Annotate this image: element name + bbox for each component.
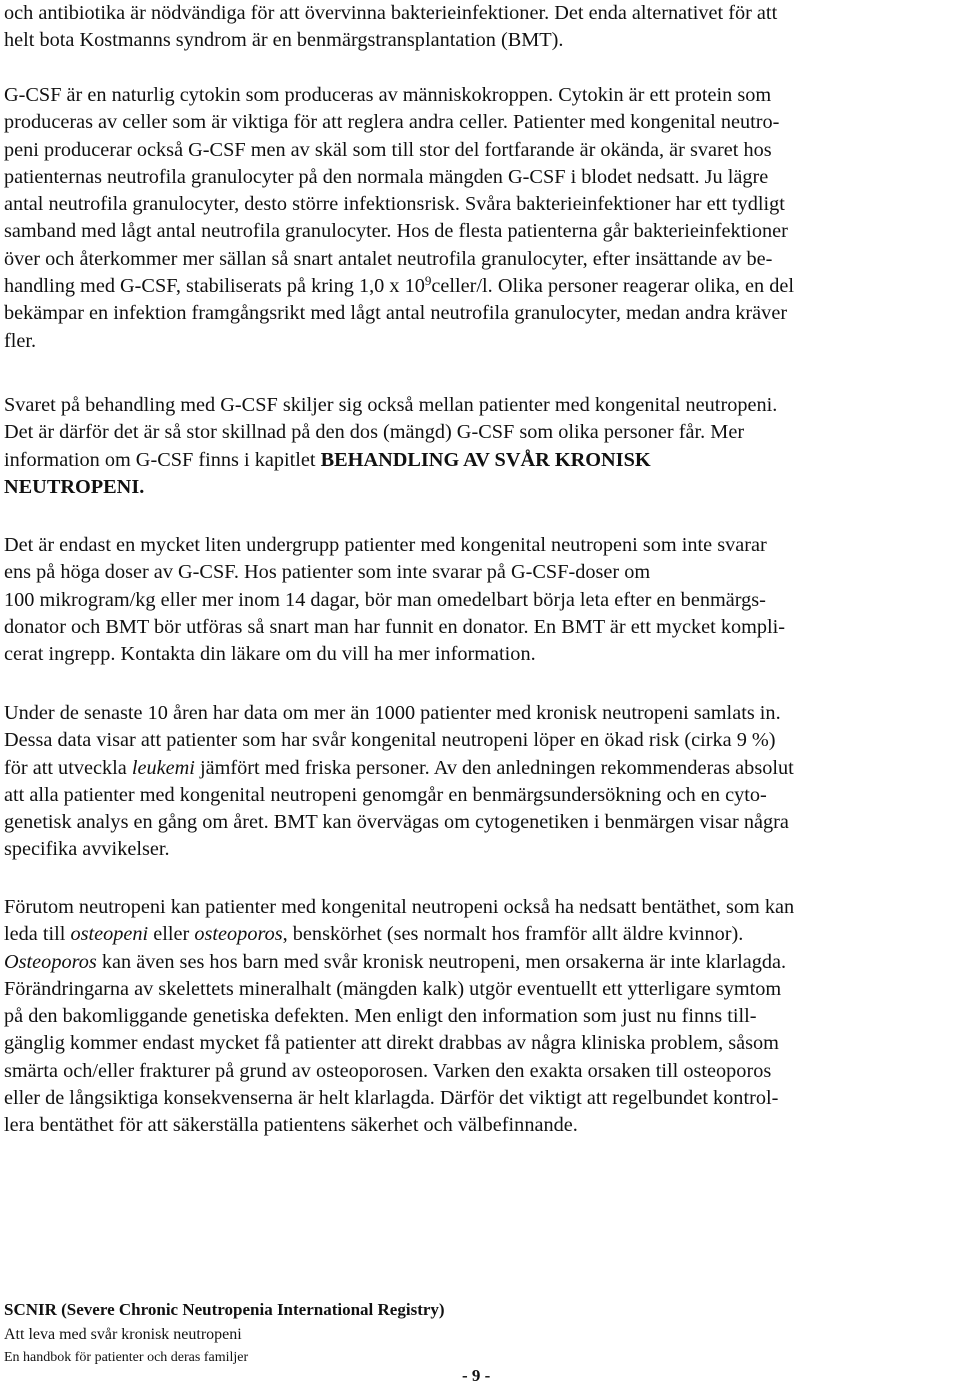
- text-fragment: för att utveckla: [4, 756, 132, 779]
- text-line: helt bota Kostmanns syndrom är en benmärgstransplantation (BMT).: [4, 29, 564, 52]
- text-fragment: jämfört med friska personer. Av den anledningen rekommenderas absolut: [194, 756, 794, 779]
- text-line: Svaret på behandling med G-CSF skiljer sig också mellan patienter med kongenital neutropeni.: [4, 394, 778, 416]
- paragraph-non-responders: [4, 532, 958, 668]
- text-line: genetisk analys en gång om året. BMT kan övervägas om cytogenetiken i benmärgen visar några: [4, 811, 789, 834]
- chapter-reference: NEUTROPENI.: [4, 475, 145, 498]
- text-line: bekämpar en infektion framgångsrikt med lågt antal neutrofila granulocyter, medan andra kräver: [4, 302, 788, 325]
- text-line: samband med lågt antal neutrofila granulocyter. Hos de flesta patienterna går bakterieinfektioner: [4, 220, 788, 243]
- text-fragment: kan även ses hos barn med svår kronisk neutropeni, men orsakerna är inte klarlagda.: [96, 950, 787, 973]
- italic-term: leukemi: [131, 756, 195, 779]
- text-line: [4, 474, 958, 501]
- text-line: Förändringarna av skelettets mineralhalt (mängden kalk) utgör eventuellt ett ytterligare symtom: [4, 977, 782, 1000]
- text-line: [4, 949, 958, 976]
- chapter-reference: BEHANDLING AV SVÅR KRONISK: [320, 448, 651, 471]
- text-line: Under de senaste 10 åren har data om mer än 1000 patienter med kronisk neutropeni samlats in.: [4, 702, 781, 724]
- text-line: lera bentäthet för att säkerställa patientens säkerhet och välbefinnande.: [4, 1114, 578, 1137]
- paragraph-bone-density: [4, 894, 958, 1140]
- paragraph-treatment-response: [4, 392, 958, 501]
- text-line: cerat ingrepp. Kontakta din läkare om du vill ha mer information.: [4, 643, 536, 666]
- text-line: Det är därför det är så stor skillnad på den dos (mängd) G-CSF som olika personer får. Mer: [4, 421, 745, 444]
- text-line: peni producerar också G-CSF men av skäl som till stor del fortfarande är okända, är svaret hos: [4, 138, 772, 161]
- footer-book-subtitle: En handbok för patienter och deras familjer: [4, 1350, 249, 1365]
- text-line: [4, 921, 958, 948]
- text-line: Det är endast en mycket liten undergrupp patienter med kongenital neutropeni som inte svarar: [4, 534, 767, 556]
- italic-term: osteoporos: [194, 923, 283, 946]
- text-fragment: leda till: [4, 923, 71, 946]
- text-line: på den bakomliggande genetiska defekten. Men enligt den information som just nu finns till-: [4, 1005, 757, 1028]
- footer-organization: SCNIR (Severe Chronic Neutropenia International Registry): [4, 1300, 445, 1319]
- text-line: att alla patienter med kongenital neutropeni genomgår en benmärgsundersökning och en cyto-: [4, 783, 767, 806]
- page-number: - 9 -: [462, 1366, 491, 1385]
- text-line: donator och BMT bör utföras så snart man har funnit en donator. En BMT är ett mycket kompli-: [4, 615, 786, 638]
- text-fragment: information om G-CSF finns i kapitlet: [4, 448, 321, 471]
- text-fragment: eller: [148, 923, 195, 946]
- text-line: [4, 447, 958, 474]
- footer-book-title: Att leva med svår kronisk neutropeni: [4, 1326, 242, 1343]
- text-line: [4, 273, 958, 300]
- text-line: produceras av celler som är viktiga för att reglera andra celler. Patienter med kongenital neutro-: [4, 111, 780, 134]
- text-fragment: handling med G-CSF, stabiliserats på kring 1,0 x 10: [4, 275, 425, 298]
- text-line: antal neutrofila granulocyter, desto större infektionsrisk. Svåra bakterieinfektioner har ett tydligt: [4, 193, 785, 216]
- text-line: Dessa data visar att patienter som har svår kongenital neutropeni löper en ökad risk (cirka 9 %): [4, 729, 776, 752]
- text-line: patienternas neutrofila granulocyter på den normala mängden G-CSF i blodet nedsatt. Ju lägre: [4, 165, 769, 188]
- text-line: eller de långsiktiga konsekvenserna är helt klarlagda. Därför det viktigt att regelbundet kontrol-: [4, 1087, 779, 1110]
- text-line: ens på höga doser av G-CSF. Hos patienter som inte svarar på G-CSF-doser om: [4, 561, 651, 584]
- superscript: 9: [424, 273, 432, 289]
- paragraph-leukemia-risk: [4, 700, 958, 864]
- text-line: Förutom neutropeni kan patienter med kongenital neutropeni också ha nedsatt bentäthet, som kan: [4, 896, 795, 918]
- text-line: [4, 755, 958, 782]
- text-line: smärta och/eller frakturer på grund av osteoporosen. Varken den exakta orsaken till osteoporos: [4, 1059, 772, 1082]
- text-line: G-CSF är en naturlig cytokin som produceras av människokroppen. Cytokin är ett protein som: [4, 84, 772, 106]
- text-fragment: celler/l. Olika personer reagerar olika, en del: [431, 275, 795, 298]
- italic-term: osteopeni: [70, 923, 149, 946]
- text-fragment: , benskörhet (ses normalt hos framför allt äldre kvinnor).: [282, 923, 744, 946]
- text-line: specifika avvikelser.: [4, 838, 170, 861]
- text-line: och antibiotika är nödvändiga för att övervinna bakterieinfektioner. Det enda alternativet för att: [4, 2, 778, 24]
- italic-term: Osteoporos: [4, 950, 97, 973]
- text-line: gänglig kommer endast mycket få patienter att direkt drabbas av några kliniska problem, såsom: [4, 1032, 779, 1055]
- text-line: 100 mikrogram/kg eller mer inom 14 dagar, bör man omedelbart börja leta efter en benmärgs-: [4, 588, 766, 611]
- paragraph-gcsf: [4, 82, 958, 355]
- text-line: fler.: [4, 329, 37, 352]
- text-line: över och återkommer mer sällan så snart antalet neutrofila granulocyter, efter insättande av be-: [4, 247, 773, 270]
- paragraph-bmt-intro: [4, 0, 958, 55]
